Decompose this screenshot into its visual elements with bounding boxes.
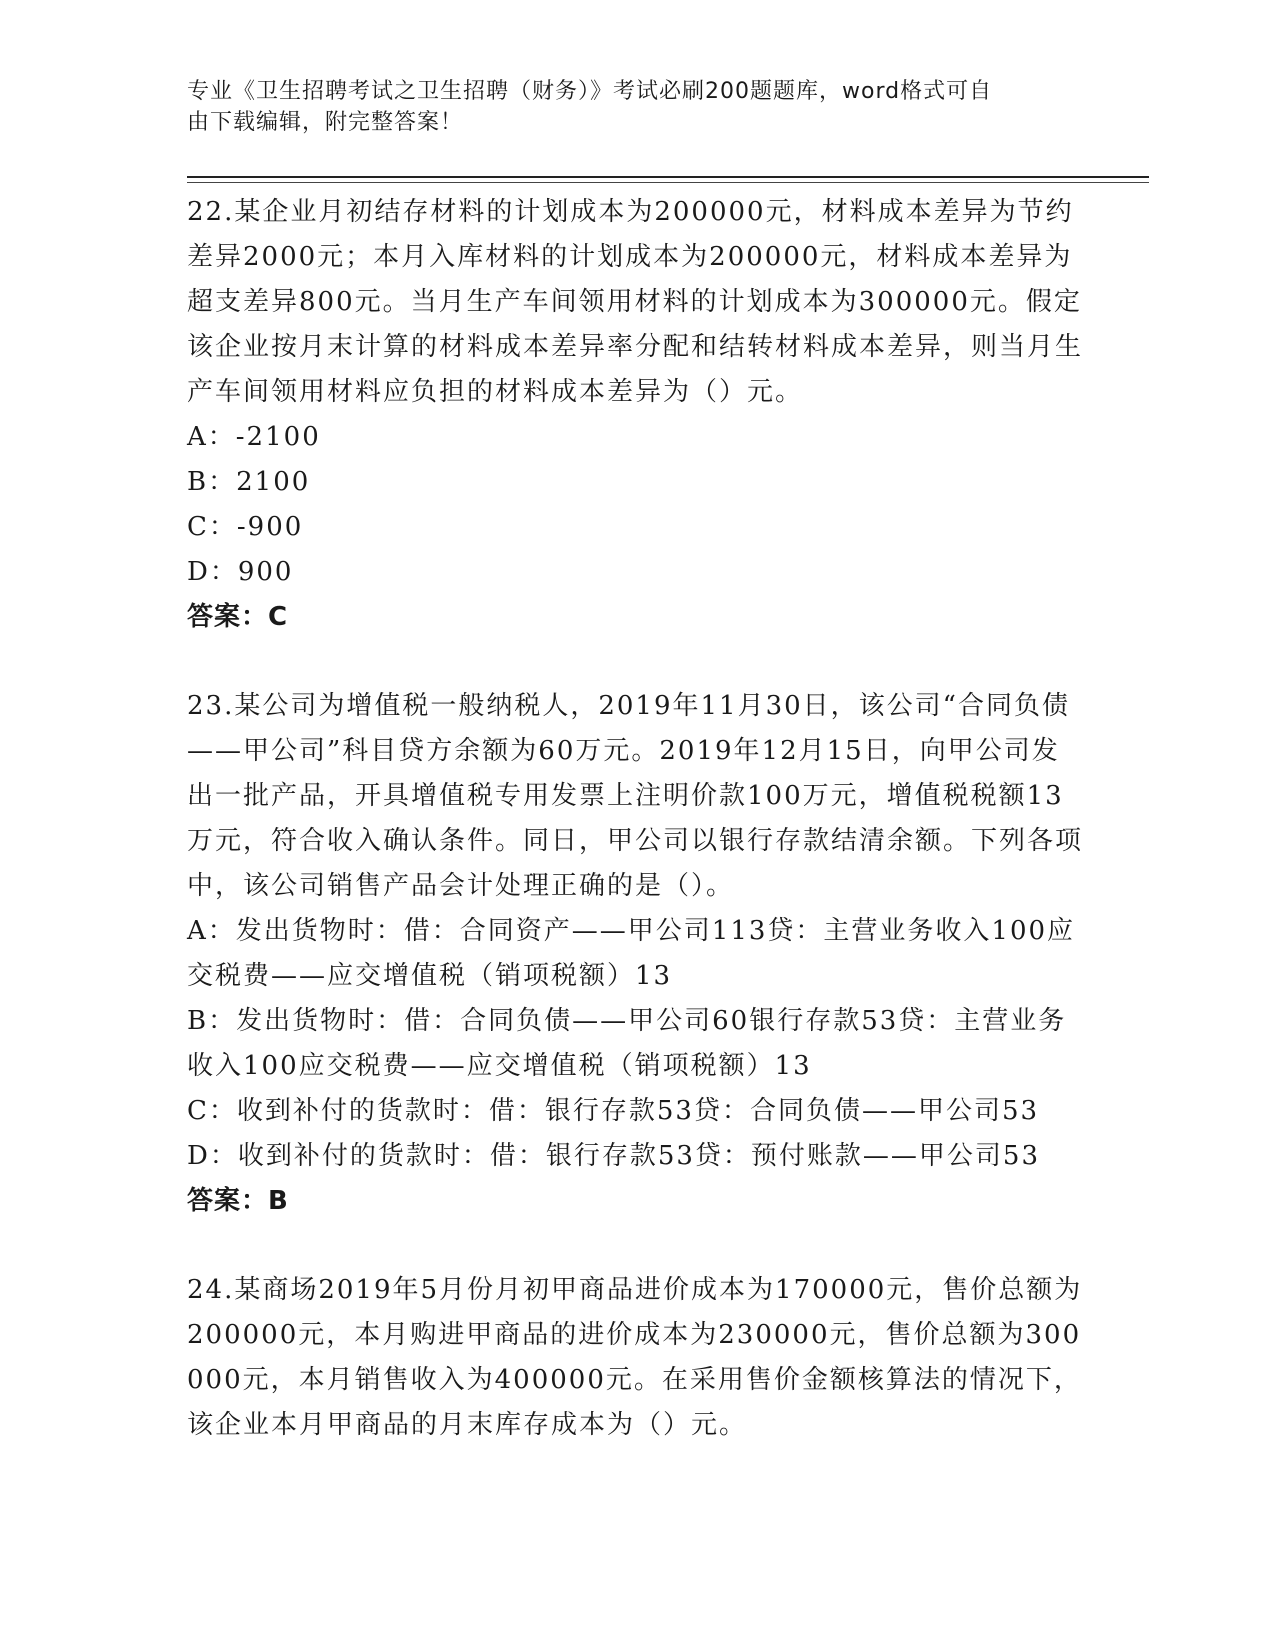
question-text: 23.某公司为增值税一般纳税人，2019年11月30日，该公司“合同负债——甲公司”科目贷方余额为60万元。2019年12月15日，向甲公司发出一批产品，开具增值税专用发票上注明价款100万元，增值税税额13万元，符合收入确认条件。同日，甲公司以银行存款结清余额。下列各项中，该公司销售产品会计处理正确的是（）。 bbox=[187, 691, 1084, 901]
question-22 bbox=[187, 190, 1087, 640]
header-line-1: 专业《卫生招聘考试之卫生招聘（财务）》考试必刷200题题库，word格式可自 bbox=[187, 79, 993, 104]
option-b: B：发出货物时：借：合同负债——甲公司60银行存款53贷：主营业务收入100应交税费——应交增值税（销项税额）13 bbox=[187, 1006, 1067, 1081]
question-23 bbox=[187, 684, 1087, 1224]
question-text: 24.某商场2019年5月份月初甲商品进价成本为170000元，售价总额为200000元，本月购进甲商品的进价成本为230000元，售价总额为300000元，本月销售收入为400000元。在采用售价金额核算法的情况下，该企业本月甲商品的月末库存成本为（）元。 bbox=[187, 1275, 1083, 1440]
header-divider-thin bbox=[187, 182, 1149, 183]
option-a: A：发出货物时：借：合同资产——甲公司113贷：主营业务收入100应交税费——应交增值税（销项税额）13 bbox=[187, 916, 1076, 991]
question-text: 22.某企业月初结存材料的计划成本为200000元，材料成本差异为节约差异2000元；本月入库材料的计划成本为200000元，材料成本差异为超支差异800元。当月生产车间领用材料的计划成本为300000元。假定该企业按月末计算的材料成本差异率分配和结转材料成本差异，则当月生产车间领用材料应负担的材料成本差异为（）元。 bbox=[187, 197, 1084, 407]
option-d: D：900 bbox=[187, 557, 294, 587]
option-c: C：-900 bbox=[187, 512, 304, 542]
header-line-2: 由下载编辑，附完整答案！ bbox=[187, 110, 464, 135]
answer: 答案：C bbox=[187, 602, 289, 632]
question-24 bbox=[187, 1268, 1087, 1448]
option-b: B：2100 bbox=[187, 467, 311, 497]
option-d: D：收到补付的货款时：借：银行存款53贷：预付账款——甲公司53 bbox=[187, 1141, 1041, 1171]
option-a: A：-2100 bbox=[187, 422, 321, 452]
header-divider bbox=[187, 176, 1149, 178]
answer: 答案：B bbox=[187, 1186, 289, 1216]
option-c: C：收到补付的货款时：借：银行存款53贷：合同负债——甲公司53 bbox=[187, 1096, 1040, 1126]
question-list bbox=[187, 190, 1087, 1492]
page-header bbox=[187, 76, 1067, 138]
